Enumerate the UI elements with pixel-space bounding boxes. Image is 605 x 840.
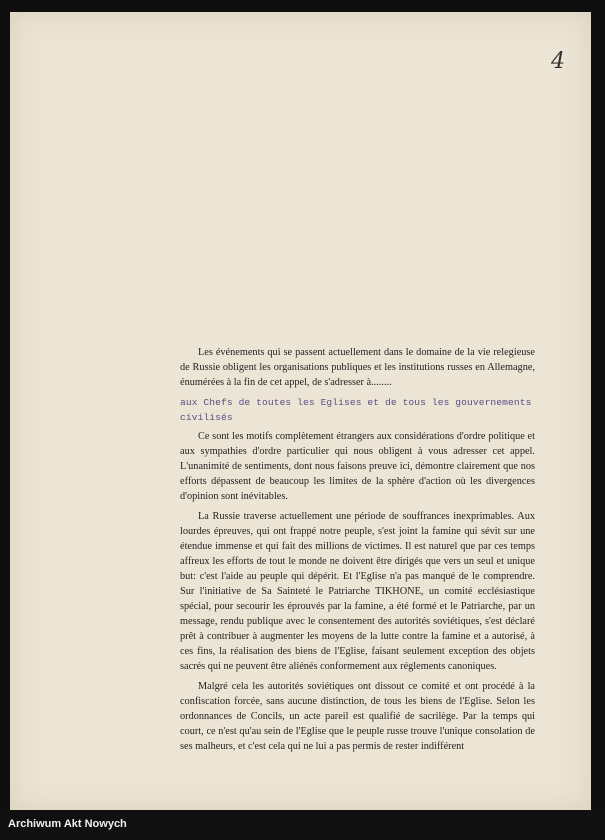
paragraph-famine: La Russie traverse actuellement une période de souffrances inexprimables. Aux lourdes épreuves, qui ont frappé notre peuple, s'est joint la famine qui sévit sur une étendue immense et qui fait des millions de victimes. Il est naturel que par ces temps affreux les efforts de tout le monde ne doivent être dirigés que vers un seul et unique but: c'est l'aide au peuple qui dépérit. Et l'Eglise n'a pas manqué de le comprendre. Sur l'initiative de Sa Sainteté le Patriarche TIKHONE, un comité ecclésiastique spécial, pour secourir les éprouvés par la famine, a été formé et le Patriarche, par un message, rendu publique avec le consentement des autorités soviétiques, s'est déclaré prêt à contribuer à augmenter les moyens de la lutte contre la famine et a autorisé, à ces fins, la réalisation des biens de l'Eglise, faisant seulement exception des objets sacrés qui ne peuvent être aliénés conformement aux réglements canoniques. <box>180 511 535 672</box>
letter-body <box>180 345 535 754</box>
archive-label: Archiwum Akt Nowych <box>8 818 127 830</box>
document-page <box>10 12 591 810</box>
bleed-through-text <box>310 92 570 302</box>
handwritten-page-number: 4 <box>551 49 565 74</box>
paragraph-motifs: Ce sont les motifs complètement étrangers aux considérations d'ordre politique et aux sympathies d'ordre particulier qui nous obligent à vous adresser cet appel. L'unanimité de sentiments, dont nous faisons preuve ici, démontre clairement que nos efforts dépassent de beaucoup les limites de la sphère d'action où les divergences d'opinion sont inévitables. <box>180 431 535 502</box>
intro-paragraph: Les événements qui se passent actuellement dans le domaine de la vie relegieuse de Russie obligent les organisations publiques et les institutions russes en Allemagne, énumérées à la fin de cet appel, de s'adresser à........ <box>180 347 535 388</box>
archive-footer <box>0 810 605 840</box>
typed-addressee-line: aux Chefs de toutes les Eglises et de tous les gouvernements civilisés <box>180 397 532 423</box>
paragraph-confiscation: Malgré cela les autorités soviétiques ont dissout ce comité et ont procédé à la confiscation forcée, sans aucune distinction, de tous les biens de l'Eglise. Selon les ordonnances de Concils, un acte pareil est qualifié de sacrilège. Par la temps qui court, ce n'est qu'au sein de l'Eglise que le peuple russe trouve l'unique consolation de ses malheurs, et c'est cela qui ne lui a pas permis de rester indifférent <box>180 681 535 752</box>
